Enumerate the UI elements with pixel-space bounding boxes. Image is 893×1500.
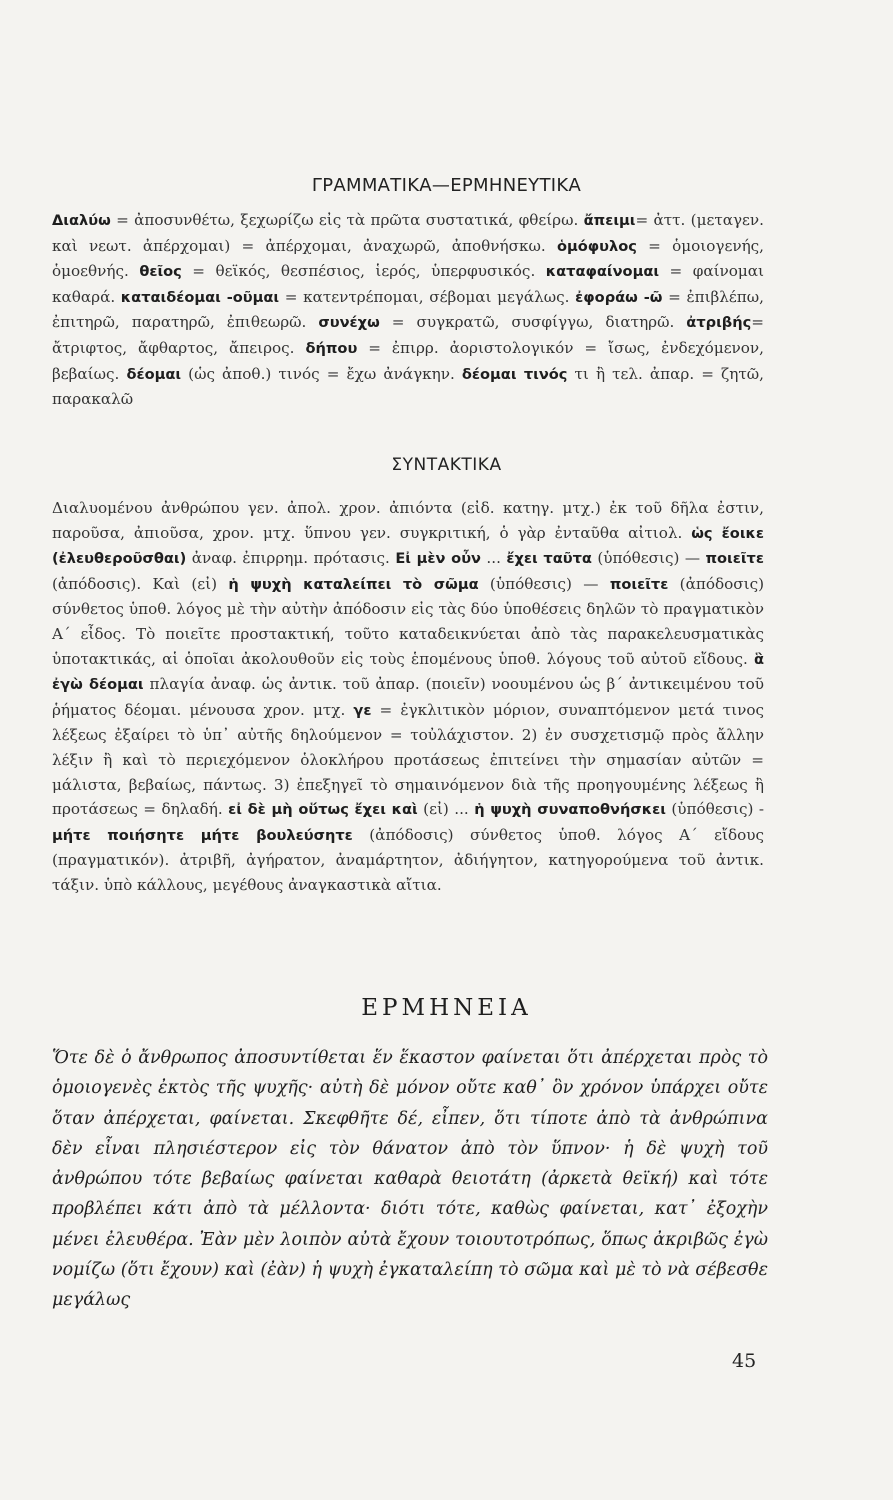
gloss-text: (ἀπόδοσις) σύνθετος ὑποθ. λόγος Α΄ εἴδους (πραγματικόν). ἀτριβῆ, ἀγήρατον, ἀναμάρτητον, ἀδιήγητον, κατηγορούμενα τοῦ ἀντικ. τάξιν. ὑπὸ κάλλους, μεγέθους ἀναγκαστικὰ αἴτια. (52, 825, 764, 894)
bold-term: γε (353, 701, 372, 719)
bold-term: καταιδέομαι -οῦμαι (120, 288, 280, 306)
syntax-paragraph (52, 496, 764, 898)
gloss-text: (ὡς ἀποθ.) τινός = ἔχω ἀνάγκην. (181, 364, 462, 383)
gloss-text: = κατεντρέπομαι, σέβομαι μεγάλως. (279, 287, 576, 306)
heading-interpretation: ΕΡΜΗΝΕΙΑ (361, 995, 532, 1021)
bold-term: ἄπειμι (583, 212, 636, 229)
bold-term: ποιεῖτε (705, 550, 764, 568)
gloss-text: = ἀποσυνθέτω, ξεχωρίζω εἰς τὰ πρῶτα συστατικά, φθείρω. (110, 211, 584, 229)
gloss-text: = συγκρατῶ, συσφίγγω, διατηρῶ. (379, 313, 687, 332)
bold-term: θεῖος (139, 263, 182, 281)
bold-term: ἡ ψυχὴ καταλείπει τὸ σῶμα (228, 575, 479, 593)
gloss-text: = ἐπιβλέπω, ἐπιτηρῶ, παρατηρῶ, ἐπιθεωρῶ. (52, 287, 764, 332)
bold-term: καταφαίνομαι (545, 263, 660, 281)
heading-syntax: ΣΥΝΤΑΚΤΙΚΑ (391, 455, 502, 475)
bold-term: ἐφοράω -ῶ (575, 288, 663, 306)
bold-term: μήτε ποιήσητε μήτε βουλεύσητε (52, 826, 353, 844)
bold-term: δέομαι τινός (461, 365, 568, 383)
gloss-text: = ἄτριφτος, ἄφθαρτος, ἄπειρος. (52, 313, 764, 357)
gloss-text: (ἀπόδοσις). Καὶ (εἰ) (52, 574, 229, 593)
gloss-text: ... (481, 549, 507, 568)
gloss-text: = ἐγκλιτικὸν μόριον, συναπτόμενον μετά τινος λέξεως ἐξαίρει τὸ ὑπ᾽ αὐτῆς δηλούμενον = τοὐλάχιστον. 2) ἐν συσχετισμῷ πρὸς ἄλλην λέξιν ἢ καὶ τὸ περιεχόμενον ὁλοκλήρου προτάσεως ἐπιτείνει τὴν σημασίαν αὐτῶν = μάλιστα, βεβαίως, πάντως. 3) ἐπεξηγεῖ τὸ σημαινόμενον διὰ τῆς προηγουμένης λέξεως ἢ προτάσεως = δηλαδή. (52, 700, 764, 819)
bold-term: Εἰ μὲν οὖν (395, 550, 481, 568)
gloss-text: = ὁμοιογενής, ὁμοεθνής. (52, 236, 765, 281)
gloss-text: τι ἢ τελ. ἀπαρ. = ζητῶ, παρακαλῶ (52, 364, 765, 409)
interpretation-text: Ὅτε δὲ ὁ ἄνθρωπος ἀποσυντίθεται ἕν ἕκαστον φαίνεται ὅτι ἀπέρχεται πρὸς τὸ ὁμοιογενὲς ἐκτὸς τῆς ψυχῆς· αὐτὴ δὲ μόνον οὔτε καθ᾽ ὃν χρόνον ὑπάρχει οὔτε ὅταν ἀπέρχεται, φαίνεται. Σκεφθῆτε δέ, εἶπεν, ὅτι τίποτε ἀπὸ τὰ ἀνθρώπινα δὲν εἶναι πλησιέστερον εἰς τὸν θάνατον ἀπὸ τὸν ὕπνον· ἡ δὲ ψυχὴ τοῦ ἀνθρώπου τότε βεβαίως φαίνεται καθαρὰ θειοτάτη (ἀρκετὰ θεϊκή) καὶ τότε προβλέπει κάτι ἀπὸ τὰ μέλλοντα· διότι τότε, καθὼς φαίνεται, κατ᾽ ἐξοχὴν μένει ἐλευθέρα. Ἐὰν μὲν λοιπὸν αὐτὰ ἔχουν τοιουτοτρόπως, ὅπως ἀκριβῶς ἐγὼ νομίζω (ὅτι ἔχουν) καὶ (ἐὰν) ἡ ψυχὴ ἐγκαταλείπη τὸ σῶμα καὶ μὲ τὸ νὰ σέβεσθε μεγάλως (52, 1048, 768, 1311)
bold-term: δήπου (305, 339, 358, 357)
grammar-paragraph (52, 208, 764, 412)
gloss-text: (ὑπόθεσις) - (665, 800, 765, 819)
bold-term: δέομαι (126, 365, 182, 383)
gloss-text: (ἀπόδοσις) σύνθετος ὑποθ. λόγος μὲ τὴν αὐτὴν ἀπόδοσιν εἰς τὰς δύο ὑποθέσεις δηλῶν τὸ πραγματικὸν Α΄ εἶδος. Τὸ ποιεῖτε προστακτική, τοῦτο καταδεικνύεται ἀπὸ τὰς παρακελευσματικὰς ὑποτακτικάς, αἱ ὁποῖαι ἀκολουθοῦν εἰς τοὺς ἑπομένους ὑποθ. λόγους τοῦ αὐτοῦ εἴδους. (52, 574, 764, 668)
gloss-text: Διαλυομένου ἀνθρώπου γεν. ἀπολ. χρον. ἀπιόντα (εἰδ. κατηγ. μτχ.) ἐκ τοῦ δῆλα ἐστιν, παροῦσα, ἀπιοῦσα, χρον. μτχ. ὕπνου γεν. συγκριτική, ὁ γὰρ ἐνταῦθα αἰτιολ. (52, 499, 764, 542)
bold-term: ἃ ἐγὼ δέομαι (52, 650, 764, 694)
bold-term: συνέχω (318, 314, 380, 332)
gloss-text: = ἐπιρρ. ἀοριστολογικόν = ἴσως, ἐνδεχόμενον, βεβαίως. (52, 338, 764, 383)
heading-grammar: ΓΡΑΜΜΑΤΙΚΑ—ΕΡΜΗΝΕΥΤΙΚΑ (311, 175, 582, 196)
gloss-text: = φαίνομαι καθαρά. (52, 262, 764, 306)
gloss-text: ἀναφ. ἐπιρρημ. πρότασις. (186, 549, 396, 568)
bold-term: ὁμόφυλος (556, 237, 637, 255)
bold-term: ἀτριβής (686, 314, 752, 332)
bold-term: εἰ δὲ μὴ οὕτως ἔχει καὶ (228, 801, 418, 819)
bold-term: Διαλύω (52, 212, 111, 229)
gloss-text: (ὑπόθεσις) — (478, 574, 610, 593)
bold-term: ἡ ψυχὴ συναποθνήσκει (474, 801, 666, 819)
gloss-text: πλαγία ἀναφ. ὡς ἀντικ. τοῦ ἀπαρ. (ποιεῖν) νοουμένου ὡς β΄ ἀντικειμένου τοῦ ῥήματος δέομαι. μένουσα χρον. μτχ. (52, 675, 764, 719)
gloss-text: (εἰ) ... (417, 800, 475, 819)
interpretation-paragraph (52, 1043, 768, 1316)
page-number: 45 (732, 1350, 757, 1372)
bold-term: ὡς ἔοικε (ἐλευθεροῦσθαι) (52, 524, 764, 568)
gloss-text: = ἀττ. (μεταγεν. καὶ νεωτ. ἀπέρχομαι) = ἀπέρχομαι, ἀναχωρῶ, ἀποθνήσκω. (52, 211, 764, 255)
gloss-text: = θεϊκός, θεσπέσιος, ἱερός, ὑπερφυσικός. (181, 262, 546, 281)
bold-term: ποιεῖτε (609, 575, 669, 593)
bold-term: ἔχει ταῦτα (506, 550, 592, 568)
grammar-text (52, 208, 764, 412)
gloss-text: (ὑπόθεσις) — (591, 549, 706, 568)
syntax-text (52, 496, 764, 898)
